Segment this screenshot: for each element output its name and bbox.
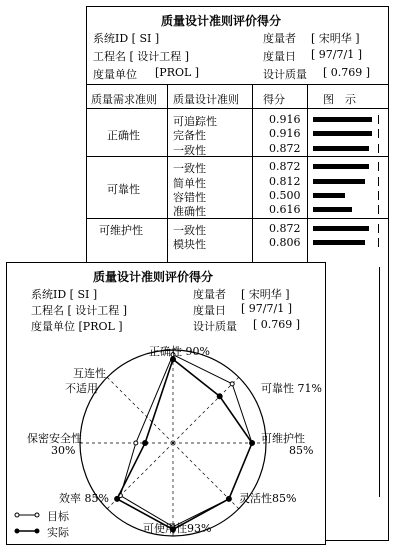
score-bar-max-tick xyxy=(378,115,379,124)
radar-title: 质量设计准则评价得分 xyxy=(93,270,214,284)
axis-label-usability: 可使用性93% xyxy=(143,522,212,535)
system-id: 系统ID [ SI ] xyxy=(93,32,160,45)
axis-label-reliability: 可靠性 71% xyxy=(261,382,322,395)
score-bar-max-tick xyxy=(378,144,379,153)
score-bar xyxy=(313,240,365,245)
axis-label-security: 保密安全性 xyxy=(27,432,82,445)
axis-label-flexibility: 灵活性85% xyxy=(239,492,297,505)
criterion-score: 0.916 xyxy=(269,113,301,126)
radar-project-name: 工程名 [ 设计工程 ] xyxy=(31,304,128,317)
quality-value: [ 0.769 ] xyxy=(323,66,371,79)
score-bar xyxy=(313,226,369,231)
radar-system-id: 系统ID [ SI ] xyxy=(31,288,98,301)
criterion-name: 准确性 xyxy=(173,205,206,219)
score-bar-max-tick xyxy=(378,224,379,233)
criterion-score: 0.616 xyxy=(269,203,301,217)
radar-chart-window xyxy=(6,262,326,545)
date-label: 度量日 xyxy=(263,50,296,63)
target-point xyxy=(230,382,234,386)
col-divider-2 xyxy=(252,85,253,290)
radar-measurer-value: [ 宋明华 ] xyxy=(241,288,290,301)
radar-measurer-label: 度量者 xyxy=(193,288,226,301)
legend-actual-label: 实际 xyxy=(47,526,69,539)
right-edge-line xyxy=(379,267,380,497)
axis-label-maintainability: 可维护性 xyxy=(261,432,305,445)
col-header-score: 得分 xyxy=(263,93,285,106)
criterion-name: 一致性 xyxy=(173,223,206,237)
radar-date-value: [ 97/7/1 ] xyxy=(241,302,292,315)
axis-label-efficiency: 效率 85% xyxy=(59,492,109,505)
score-bar-max-tick xyxy=(378,191,379,200)
header-divider xyxy=(87,84,388,85)
criterion-score: 0.500 xyxy=(269,189,301,202)
col-divider-1 xyxy=(167,85,168,290)
col-header-requirement: 质量需求准则 xyxy=(91,93,157,106)
legend-target-swatch xyxy=(15,513,39,517)
col-divider-3 xyxy=(307,85,308,290)
actual-point xyxy=(143,441,148,446)
criterion-score: 0.916 xyxy=(269,127,301,141)
col-header-chart: 图 示 xyxy=(323,93,356,106)
criterion-score: 0.806 xyxy=(269,236,301,250)
score-bar xyxy=(313,193,345,198)
unit-value: [PROL ] xyxy=(155,66,200,79)
requirement-group-label: 可维护性 xyxy=(99,223,143,237)
column-header-divider xyxy=(87,108,388,109)
criterion-name: 可追踪性 xyxy=(173,115,217,128)
actual-point xyxy=(226,496,231,501)
score-bar xyxy=(313,131,372,136)
criterion-name: 简单性 xyxy=(173,176,206,190)
requirement-group-label: 正确性 xyxy=(107,128,140,142)
measurer-label: 度量者 xyxy=(263,32,296,45)
radar-quality-label: 设计质量 xyxy=(193,320,237,333)
report-title: 质量设计准则评价得分 xyxy=(161,14,282,28)
score-bar xyxy=(313,164,369,169)
measurer-value: [ 宋明华 ] xyxy=(311,32,360,45)
group-divider xyxy=(87,156,388,157)
criterion-name: 容错性 xyxy=(173,191,206,204)
quality-label: 设计质量 xyxy=(263,68,307,81)
legend-target-label: 目标 xyxy=(47,510,69,523)
project-name: 工程名 [ 设计工程 ] xyxy=(93,50,190,63)
axis-label-interoperability: 互连性 xyxy=(73,367,106,380)
criterion-score: 0.872 xyxy=(269,160,301,174)
actual-point xyxy=(250,441,255,446)
score-bar-max-tick xyxy=(378,129,379,138)
legend-actual-swatch xyxy=(15,529,40,534)
score-bar xyxy=(313,207,352,212)
unit-label: 度量单位 xyxy=(93,68,137,81)
score-bar xyxy=(313,117,372,122)
criterion-name: 模块性 xyxy=(173,238,206,252)
criterion-score: 0.812 xyxy=(269,174,301,188)
target-point xyxy=(134,441,138,445)
col-header-criterion: 质量设计准则 xyxy=(173,93,239,106)
score-bar-max-tick xyxy=(378,177,379,186)
requirement-group-label: 可靠性 xyxy=(107,183,140,196)
date-value: [ 97/7/1 ] xyxy=(311,48,362,61)
axis-label-correctness: 正确性 90% xyxy=(149,345,210,358)
radar-spokes xyxy=(80,350,266,536)
criterion-name: 完备性 xyxy=(173,129,206,143)
actual-point xyxy=(217,394,222,399)
radar-unit: 度量单位 [PROL ] xyxy=(31,320,123,333)
score-bar-max-tick xyxy=(378,238,379,247)
criterion-score: 0.872 xyxy=(269,141,301,155)
criterion-name: 一致性 xyxy=(173,162,206,176)
target-polygon xyxy=(120,355,252,527)
criterion-score: 0.872 xyxy=(269,221,301,235)
radar-date-label: 度量日 xyxy=(193,304,226,317)
axis-value-maintainability: 85% xyxy=(289,444,314,457)
score-bar-max-tick xyxy=(378,162,379,171)
actual-point xyxy=(115,496,120,501)
radar-quality-value: [ 0.769 ] xyxy=(253,318,301,331)
criterion-name: 一致性 xyxy=(173,143,206,157)
axis-value-security: 30% xyxy=(51,444,76,457)
score-bar-max-tick xyxy=(378,205,379,214)
axis-status-interoperability: 不适用 xyxy=(65,382,98,395)
group-divider xyxy=(87,218,388,219)
target-markers xyxy=(118,353,254,529)
score-bar xyxy=(313,146,369,151)
score-bar xyxy=(313,179,365,184)
